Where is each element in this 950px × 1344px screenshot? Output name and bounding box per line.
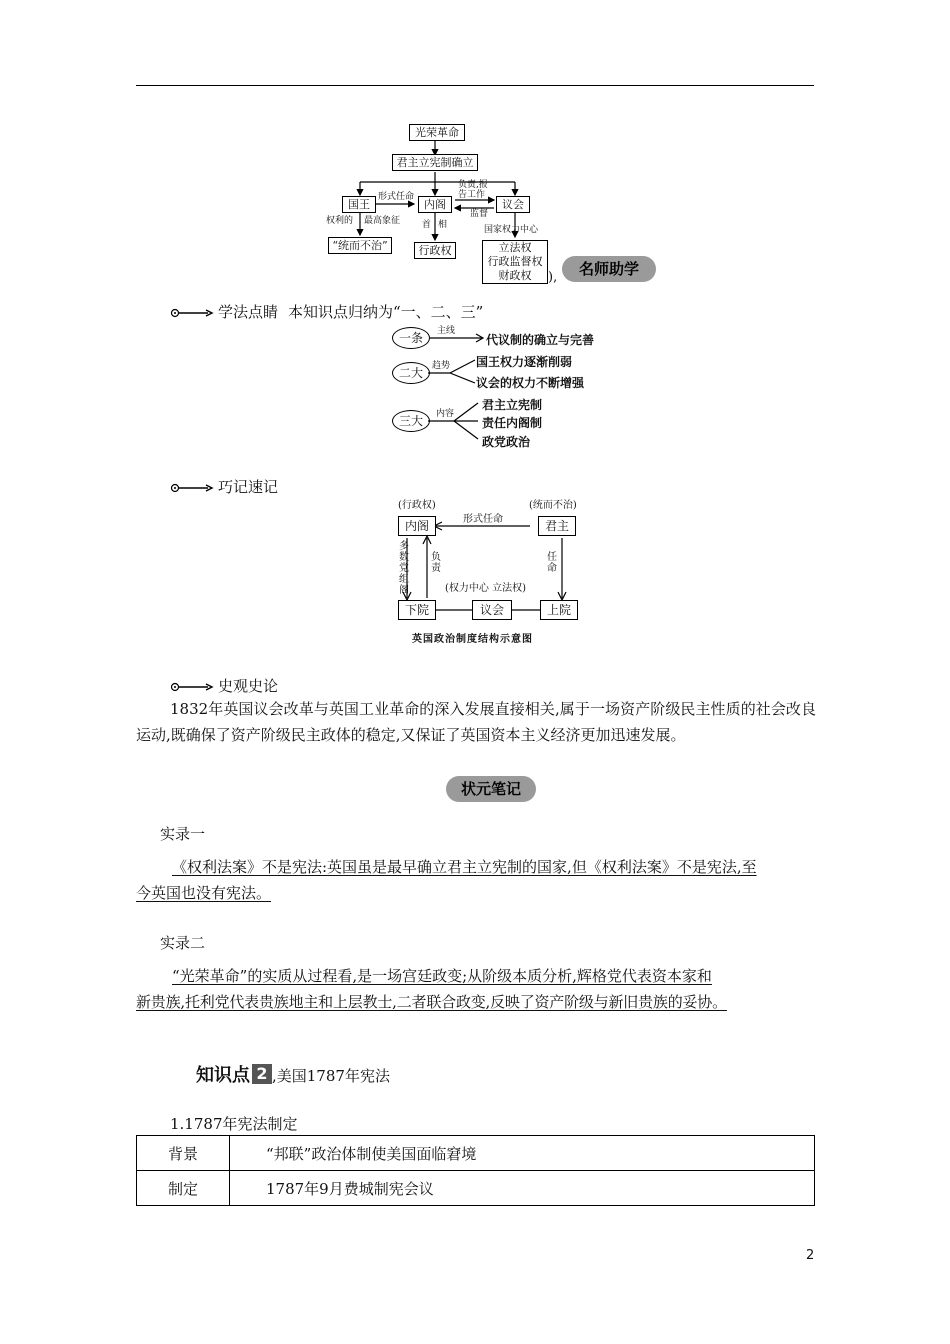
note-reign-not-rule: (统而不治) [529, 500, 577, 511]
node-constitutional-monarchy: 君主立宪制确立 [392, 154, 478, 171]
label-supervise: 监督 [470, 209, 489, 219]
knowledge-point-number: 2 [252, 1064, 272, 1084]
label-responsible: 负责 [431, 552, 441, 574]
node-cabinet: 内阁 [418, 196, 452, 213]
item-constitutional-monarchy: 君主立宪制 [482, 398, 543, 412]
bullet-arrow-icon [170, 483, 214, 493]
label-appoint: 任命 [547, 552, 557, 574]
node-lower-house: 下院 [398, 600, 436, 620]
label-content: 内容 [436, 409, 455, 419]
bullet-arrow-icon [170, 682, 214, 692]
section-historical-view [170, 675, 278, 696]
record-two-line2: 新贵族,托利党代表贵族地主和上层教士,二者联合政变,反映了资产阶级与新旧贵族的妥协。 [136, 993, 727, 1011]
badge-tutor-help: 名师助学 [562, 256, 656, 282]
item-parliament-power-growing: 议会的权力不断增强 [476, 376, 585, 390]
subsection-title: 1.1787年宪法制定 [170, 1115, 298, 1133]
node-king: 国王 [342, 196, 376, 213]
oval-one: 一条 [392, 327, 430, 349]
section-study-tips-title: 学法点睛 [218, 303, 279, 321]
node-cabinet-2: 内阁 [398, 516, 436, 536]
knowledge-point-heading [196, 1061, 390, 1087]
historical-view-paragraph: 1832年英国议会改革与英国工业革命的深入发展直接相关,属于一场资产阶级民主性质的社会改良运动,既确保了资产阶级民主政体的稳定,又保证了英国资本主义经济更加迅速发展。 [136, 700, 816, 744]
constitution-table [136, 1135, 815, 1206]
node-parliament: 议会 [496, 196, 530, 213]
label-pm1: 首 [422, 220, 432, 230]
node-executive: 行政权 [414, 242, 456, 259]
label-report1: 负责,报 [458, 180, 488, 190]
diagram1-tail: ), [548, 270, 558, 285]
node-exec-supervision: 行政监督权 [487, 255, 543, 268]
section-study-tips-text: 本知识点归纳为“一、二、三” [288, 303, 484, 321]
section-study-tips [170, 301, 483, 322]
record-two-heading: 实录二 [160, 934, 206, 952]
item-king-power-weakening: 国王权力逐渐削弱 [476, 355, 573, 369]
label-formal-appointment: 形式任命 [378, 192, 415, 202]
label-formal-appoint: 形式任命 [463, 514, 503, 525]
oval-two: 二大 [392, 362, 430, 384]
node-reign-not-rule: “统而不治” [328, 237, 392, 254]
item-representative-system: 代议制的确立与完善 [486, 333, 595, 347]
item-party-politics: 政党政治 [482, 435, 531, 449]
note-executive: (行政权) [398, 500, 436, 511]
node-parliament-2: 议会 [472, 600, 512, 620]
node-legislative-group [482, 240, 548, 284]
knowledge-point-title: ,美国1787年宪法 [272, 1067, 390, 1085]
label-trend: 趋势 [432, 361, 451, 371]
diagram3-caption: 英国政治制度结构示意图 [412, 634, 533, 645]
label-pm2: 相 [438, 220, 448, 230]
label-power-center: 国家权力中心 [484, 225, 539, 235]
section-historical-view-title: 史观史论 [218, 677, 279, 695]
badge-top-scholar-notes: 状元笔记 [446, 776, 536, 802]
item-responsible-cabinet: 责任内阁制 [482, 416, 543, 430]
node-glorious-revolution: 光荣革命 [409, 124, 465, 141]
table-cell-value: “邦联”政治体制使美国面临窘境 [230, 1136, 815, 1171]
record-two-line1: “光荣革命”的实质从过程看,是一场宫廷政变;从阶级本质分析,辉格党代表资本家和 [172, 967, 712, 985]
node-finance: 财政权 [498, 269, 532, 282]
label-majority-party: 多数党组阁 [399, 541, 409, 596]
node-monarch: 君主 [538, 516, 576, 536]
page-number: 2 [806, 1248, 815, 1263]
label-king-sub2: 最高象征 [364, 216, 401, 226]
knowledge-point-label: 知识点 [196, 1065, 250, 1086]
label-report2: 告工作 [458, 190, 486, 200]
table-cell-value: 1787年9月费城制宪会议 [230, 1171, 815, 1206]
table-row [137, 1171, 815, 1206]
record-one-heading: 实录一 [160, 825, 206, 843]
node-legislative: 立法权 [498, 241, 532, 254]
header-rule [136, 85, 814, 86]
bullet-arrow-icon [170, 308, 214, 318]
label-king-sub1: 权利的 [326, 216, 354, 226]
record-one-line2: 今英国也没有宪法。 [136, 884, 272, 902]
table-cell-key: 制定 [137, 1171, 230, 1206]
record-one-line1: 《权利法案》不是宪法:英国虽是最早确立君主立宪制的国家,但《权利法案》不是宪法,至 [172, 858, 757, 876]
note-power-center: (权力中心 立法权) [445, 583, 526, 594]
table-cell-key: 背景 [137, 1136, 230, 1171]
section-quick-memory-title: 巧记速记 [218, 478, 279, 496]
section-quick-memory [170, 476, 278, 497]
table-row [137, 1136, 815, 1171]
oval-three: 三大 [392, 410, 430, 432]
node-upper-house: 上院 [540, 600, 578, 620]
label-mainline: 主线 [437, 326, 456, 336]
